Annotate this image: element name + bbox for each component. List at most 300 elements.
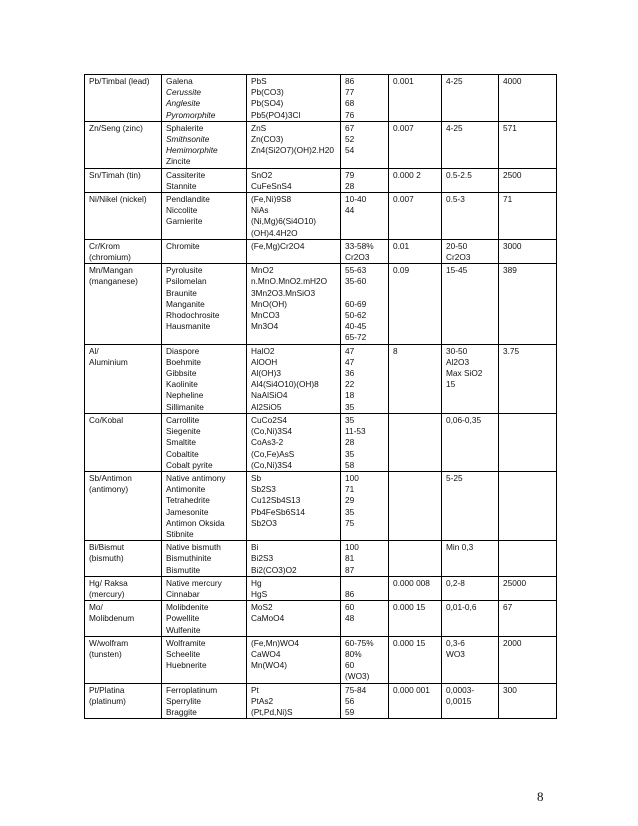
- mineral-line: Bismuthinite: [166, 553, 212, 564]
- mineral-cell: [162, 239, 247, 263]
- formula-line: Mn3O4: [251, 321, 279, 332]
- table-row: [85, 601, 557, 637]
- formula-cell: [247, 471, 341, 540]
- formula-line: NiAs: [251, 205, 269, 216]
- grade-cell: [389, 413, 442, 471]
- size-line: 15-45: [446, 265, 468, 276]
- size-line: 0,0003-: [446, 684, 475, 695]
- metal-line: (tunsten): [89, 648, 122, 659]
- mineral-line: Native antimony: [166, 472, 226, 483]
- size-cell: [442, 344, 499, 413]
- percent-line: 77: [345, 87, 355, 98]
- percent-line: 47: [345, 345, 355, 356]
- percent-cell: [341, 168, 389, 192]
- percent-line: Cr2O3: [345, 252, 370, 263]
- size-cell: [442, 75, 499, 122]
- grade-line: 0.007: [393, 122, 414, 133]
- percent-line: 47: [345, 356, 355, 367]
- percent-line: 81: [345, 553, 355, 564]
- mineral-line: Pendlandite: [166, 194, 210, 205]
- percent-line: 65-72: [345, 332, 367, 343]
- metal-cell: [85, 413, 162, 471]
- size-cell: [442, 576, 499, 600]
- formula-line: ZnS: [251, 122, 267, 133]
- grade-cell: [389, 601, 442, 637]
- size-cell: [442, 239, 499, 263]
- size-line: 15: [446, 379, 456, 390]
- size-line: Cr2O3: [446, 252, 471, 263]
- percent-line: 80%: [345, 648, 362, 659]
- percent-cell: [341, 239, 389, 263]
- grade-line: [393, 415, 437, 426]
- grade-cell: [389, 576, 442, 600]
- grade-cell: [389, 344, 442, 413]
- grade-line: [393, 542, 437, 553]
- percent-line: 68: [345, 98, 355, 109]
- formula-line: Pb4FeSb6S14: [251, 506, 305, 517]
- formula-cell: [247, 239, 341, 263]
- mineral-cell: [162, 75, 247, 122]
- value-line: 2500: [503, 169, 522, 180]
- mineral-line: Hemimorphite: [166, 145, 218, 156]
- grade-cell: [389, 121, 442, 168]
- size-cell: [442, 601, 499, 637]
- size-line: 0.5-2.5: [446, 169, 472, 180]
- percent-line: 48: [345, 613, 355, 624]
- mineral-line: Sphalerite: [166, 122, 204, 133]
- metal-cell: [85, 168, 162, 192]
- value-cell: [499, 636, 557, 683]
- percent-cell: [341, 541, 389, 577]
- mineral-cell: [162, 541, 247, 577]
- mineral-line: Boehmite: [166, 356, 202, 367]
- formula-line: Bi2S3: [251, 553, 274, 564]
- formula-line: (OH)4.4H2O: [251, 227, 298, 238]
- formula-line: CuCo2S4: [251, 414, 287, 425]
- metal-line: Hg/ Raksa: [89, 577, 128, 588]
- mineral-line: Diaspore: [166, 345, 200, 356]
- formula-cell: [247, 75, 341, 122]
- mineral-cell: [162, 168, 247, 192]
- formula-line: SnO2: [251, 169, 273, 180]
- mineral-line: Smaltite: [166, 437, 196, 448]
- metal-cell: [85, 601, 162, 637]
- mineral-line: Sperrylite: [166, 695, 202, 706]
- formula-line: (Co,Ni)3S4: [251, 426, 293, 437]
- metal-line: Zn/Seng (zinc): [89, 122, 143, 133]
- formula-line: Cu12Sb4S13: [251, 495, 301, 506]
- metal-line: Molibdenum: [89, 613, 135, 624]
- percent-line: 11-53: [345, 426, 366, 437]
- value-line: 2000: [503, 637, 522, 648]
- value-line: 3.75: [503, 345, 520, 356]
- grade-line: 0.001: [393, 76, 414, 86]
- table-row: [85, 344, 557, 413]
- formula-line: CaWO4: [251, 648, 281, 659]
- size-line: 5-25: [446, 472, 463, 483]
- table-row: [85, 541, 557, 577]
- metal-line: Bi/Bismut: [89, 542, 125, 553]
- formula-line: Pb(SO4): [251, 98, 284, 109]
- mineral-line: Chromite: [166, 240, 200, 251]
- mineral-cell: [162, 413, 247, 471]
- size-line: 0.5-3: [446, 194, 465, 205]
- formula-cell: [247, 636, 341, 683]
- formula-line: HgS: [251, 588, 268, 599]
- mineral-line: Antimonite: [166, 484, 206, 495]
- grade-cell: [389, 636, 442, 683]
- formula-cell: [247, 193, 341, 240]
- grade-line: 0.09: [393, 265, 410, 276]
- mineral-line: Braunite: [166, 287, 197, 298]
- size-line: WO3: [446, 648, 465, 659]
- size-cell: [442, 121, 499, 168]
- percent-line: 71: [345, 484, 355, 495]
- value-line: 71: [503, 194, 513, 205]
- mineral-line: Huebnerite: [166, 660, 207, 671]
- percent-cell: [341, 264, 389, 344]
- percent-line: 60: [345, 660, 355, 671]
- grade-line: 0.000 001: [393, 684, 430, 695]
- formula-line: (Fe,Mg)Cr2O4: [251, 240, 305, 251]
- formula-line: MoS2: [251, 602, 273, 613]
- value-line: [503, 542, 552, 553]
- ore-minerals-table: [84, 74, 557, 719]
- formula-line: Al4(Si4O10)(OH)8: [251, 379, 319, 390]
- value-line: 389: [503, 265, 517, 276]
- metal-cell: [85, 75, 162, 122]
- mineral-line: Wolframite: [166, 637, 206, 648]
- value-cell: [499, 683, 557, 719]
- percent-line: 33-58%: [345, 240, 374, 251]
- grade-cell: [389, 471, 442, 540]
- formula-line: n.MnO.MnO2.mH2O: [251, 276, 328, 287]
- mineral-cell: [162, 344, 247, 413]
- grade-line: 0.000 15: [393, 602, 426, 613]
- size-line: 4-25: [446, 76, 463, 86]
- grade-cell: [389, 264, 442, 344]
- metal-line: (bismuth): [89, 553, 124, 564]
- table-row: [85, 239, 557, 263]
- mineral-line: Siegenite: [166, 426, 201, 437]
- value-cell: [499, 264, 557, 344]
- metal-line: Mn/Mangan: [89, 265, 133, 276]
- formula-line: Bi2(CO3)O2: [251, 564, 297, 575]
- formula-line: (Co,Ni)3S4: [251, 459, 293, 470]
- mineral-cell: [162, 683, 247, 719]
- mineral-line: Hausmanite: [166, 321, 211, 332]
- metal-line: (chromium): [89, 252, 131, 263]
- value-cell: [499, 471, 557, 540]
- formula-line: Mn(WO4): [251, 660, 287, 671]
- percent-cell: [341, 413, 389, 471]
- size-line: 0,01-0,6: [446, 602, 477, 613]
- size-cell: [442, 636, 499, 683]
- formula-cell: [247, 683, 341, 719]
- mineral-cell: [162, 264, 247, 344]
- value-line: 4000: [503, 76, 522, 86]
- mineral-line: Pyrolusite: [166, 265, 203, 276]
- percent-line: 75: [345, 517, 355, 528]
- formula-line: Bi: [251, 542, 259, 553]
- formula-line: PtAs2: [251, 695, 274, 706]
- percent-line: 86: [345, 588, 355, 599]
- metal-line: Aluminium: [89, 356, 128, 367]
- mineral-line: Kaolinite: [166, 379, 198, 390]
- metal-line: Pt/Platina: [89, 684, 125, 695]
- formula-line: Sb2S3: [251, 484, 276, 495]
- formula-line: Pb5(PO4)3Cl: [251, 109, 301, 120]
- mineral-line: Bismutite: [166, 564, 201, 575]
- size-line: Al2O3: [446, 356, 470, 367]
- percent-line: 35-60: [345, 276, 367, 287]
- metal-line: (mercury): [89, 588, 125, 599]
- formula-line: CaMoO4: [251, 613, 285, 624]
- formula-cell: [247, 413, 341, 471]
- percent-line: 54: [345, 145, 355, 156]
- metal-cell: [85, 121, 162, 168]
- formula-line: CuFeSnS4: [251, 180, 292, 191]
- mineral-line: Niccolite: [166, 205, 198, 216]
- percent-cell: [341, 193, 389, 240]
- formula-line: (Fe,Ni)9S8: [251, 194, 292, 205]
- value-cell: [499, 413, 557, 471]
- value-cell: [499, 239, 557, 263]
- percent-line: 40-45: [345, 321, 367, 332]
- formula-cell: [247, 344, 341, 413]
- mineral-line: Jamesonite: [166, 506, 209, 517]
- mineral-line: Sillimanite: [166, 401, 204, 412]
- percent-line: 86: [345, 76, 355, 86]
- percent-cell: [341, 576, 389, 600]
- size-line: Min 0,3: [446, 542, 474, 553]
- mineral-cell: [162, 471, 247, 540]
- metal-line: Pb/Timbal (lead): [89, 76, 150, 86]
- formula-line: Al2SiO5: [251, 401, 282, 412]
- grade-line: 0.007: [393, 194, 414, 205]
- size-line: 0,3-6: [446, 637, 465, 648]
- percent-cell: [341, 121, 389, 168]
- grade-cell: [389, 193, 442, 240]
- percent-line: 60-75%: [345, 637, 374, 648]
- metal-line: (platinum): [89, 695, 126, 706]
- mineral-line: Smithsonite: [166, 134, 210, 145]
- metal-cell: [85, 471, 162, 540]
- percent-line: 22: [345, 379, 355, 390]
- value-cell: [499, 601, 557, 637]
- value-line: 25000: [503, 577, 527, 588]
- mineral-cell: [162, 193, 247, 240]
- value-line: 67: [503, 602, 513, 613]
- mineral-line: Cobaltite: [166, 448, 199, 459]
- grade-cell: [389, 541, 442, 577]
- grade-cell: [389, 239, 442, 263]
- formula-line: (Fe,Mn)WO4: [251, 637, 299, 648]
- mineral-line: Manganite: [166, 298, 205, 309]
- table-row: [85, 683, 557, 719]
- metal-cell: [85, 193, 162, 240]
- mineral-cell: [162, 121, 247, 168]
- value-line: 3000: [503, 240, 522, 251]
- mineral-line: Braggite: [166, 706, 197, 717]
- formula-line: MnO2: [251, 265, 274, 276]
- percent-line: 60: [345, 602, 355, 613]
- percent-cell: [341, 75, 389, 122]
- formula-line: (Pt,Pd,Ni)S: [251, 706, 293, 717]
- grade-line: 0.000 008: [393, 577, 430, 588]
- size-cell: [442, 413, 499, 471]
- mineral-line: Cerussite: [166, 87, 202, 98]
- value-cell: [499, 193, 557, 240]
- percent-line: 28: [345, 180, 355, 191]
- metal-line: W/wolfram: [89, 637, 129, 648]
- percent-line: 58: [345, 459, 355, 470]
- percent-line: 50-62: [345, 310, 367, 321]
- percent-line: 67: [345, 122, 355, 133]
- size-line: 0,0015: [446, 695, 472, 706]
- formula-line: HalO2: [251, 345, 275, 356]
- size-cell: [442, 193, 499, 240]
- mineral-line: Ferroplatinum: [166, 684, 218, 695]
- size-cell: [442, 264, 499, 344]
- value-line: 300: [503, 684, 517, 695]
- percent-cell: [341, 683, 389, 719]
- size-cell: [442, 683, 499, 719]
- value-cell: [499, 75, 557, 122]
- grade-cell: [389, 168, 442, 192]
- mineral-line: Carrollite: [166, 414, 200, 425]
- value-line: [503, 473, 552, 484]
- size-cell: [442, 168, 499, 192]
- size-line: 30-50: [446, 345, 468, 356]
- grade-line: 0.01: [393, 240, 410, 251]
- table-row: [85, 121, 557, 168]
- mineral-line: Cassiterite: [166, 169, 206, 180]
- metal-line: Sn/Timah (tin): [89, 169, 141, 180]
- percent-line: 59: [345, 706, 355, 717]
- metal-cell: [85, 636, 162, 683]
- value-cell: [499, 541, 557, 577]
- mineral-line: Gibbsite: [166, 368, 197, 379]
- formula-line: NaAlSiO4: [251, 390, 288, 401]
- grade-line: 0.000 2: [393, 169, 421, 180]
- mineral-line: Psilomelan: [166, 276, 207, 287]
- grade-line: [393, 473, 437, 484]
- percent-line: 35: [345, 414, 355, 425]
- formula-line: (Co,Fe)AsS: [251, 448, 295, 459]
- value-cell: [499, 168, 557, 192]
- percent-line: 75-84: [345, 684, 367, 695]
- mineral-line: Stannite: [166, 180, 197, 191]
- value-cell: [499, 121, 557, 168]
- metal-line: Mo/: [89, 602, 103, 613]
- formula-cell: [247, 121, 341, 168]
- value-cell: [499, 344, 557, 413]
- mineral-line: Anglesite: [166, 98, 201, 109]
- mineral-cell: [162, 576, 247, 600]
- percent-line: 60-69: [345, 298, 367, 309]
- formula-line: (Ni,Mg)6(Si4O10): [251, 216, 317, 227]
- metal-line: Al/: [89, 345, 99, 356]
- formula-line: 3Mn2O3.MnSiO3: [251, 287, 316, 298]
- mineral-line: Wulfenite: [166, 624, 201, 635]
- metal-line: (manganese): [89, 276, 138, 287]
- formula-line: Sb2O3: [251, 517, 277, 528]
- metal-cell: [85, 541, 162, 577]
- percent-line: 29: [345, 495, 355, 506]
- mineral-line: Garnierite: [166, 216, 203, 227]
- grade-line: 0.000 15: [393, 637, 426, 648]
- table-row: [85, 471, 557, 540]
- percent-cell: [341, 636, 389, 683]
- formula-cell: [247, 576, 341, 600]
- mineral-line: Native bismuth: [166, 542, 221, 553]
- mineral-line: Rhodochrosite: [166, 310, 220, 321]
- mineral-cell: [162, 636, 247, 683]
- mineral-line: Zincite: [166, 156, 191, 167]
- mineral-line: Tetrahedrite: [166, 495, 210, 506]
- percent-line: 79: [345, 169, 355, 180]
- page-number: 8: [537, 789, 544, 804]
- metal-line: Co/Kobal: [89, 414, 124, 425]
- formula-line: Pt: [251, 684, 259, 695]
- table-row: [85, 168, 557, 192]
- percent-line: 35: [345, 401, 355, 412]
- table-body: [85, 75, 557, 719]
- size-line: 20-50: [446, 240, 468, 251]
- metal-line: (antimony): [89, 484, 129, 495]
- size-line: 0,06-0,35: [446, 414, 482, 425]
- value-line: 571: [503, 122, 517, 133]
- percent-line: 28: [345, 437, 355, 448]
- formula-line: PbS: [251, 76, 267, 86]
- percent-cell: [341, 344, 389, 413]
- percent-line: 35: [345, 506, 355, 517]
- metal-line: Sb/Antimon: [89, 472, 132, 483]
- metal-cell: [85, 576, 162, 600]
- percent-line: 44: [345, 205, 355, 216]
- percent-line: 35: [345, 448, 355, 459]
- mineral-line: Cinnabar: [166, 588, 200, 599]
- formula-cell: [247, 264, 341, 344]
- table-row: [85, 193, 557, 240]
- table-row: [85, 636, 557, 683]
- metal-line: Ni/Nikel (nickel): [89, 194, 147, 205]
- percent-cell: [341, 601, 389, 637]
- mineral-line: Cobalt pyrite: [166, 459, 213, 470]
- size-cell: [442, 541, 499, 577]
- formula-line: AlOOH: [251, 356, 278, 367]
- size-line: 4-25: [446, 122, 463, 133]
- percent-line: 100: [345, 542, 359, 553]
- percent-line: 76: [345, 109, 355, 120]
- table-row: [85, 75, 557, 122]
- table-row: [85, 413, 557, 471]
- formula-line: MnCO3: [251, 310, 280, 321]
- formula-line: Pb(CO3): [251, 87, 284, 98]
- mineral-line: Scheelite: [166, 648, 201, 659]
- percent-line: (WO3): [345, 671, 370, 682]
- percent-line: 100: [345, 472, 359, 483]
- formula-cell: [247, 601, 341, 637]
- formula-line: Sb: [251, 472, 262, 483]
- percent-line: 56: [345, 695, 355, 706]
- percent-line: [345, 578, 384, 589]
- formula-cell: [247, 168, 341, 192]
- mineral-line: Powellite: [166, 613, 200, 624]
- metal-cell: [85, 683, 162, 719]
- mineral-line: Native mercury: [166, 577, 222, 588]
